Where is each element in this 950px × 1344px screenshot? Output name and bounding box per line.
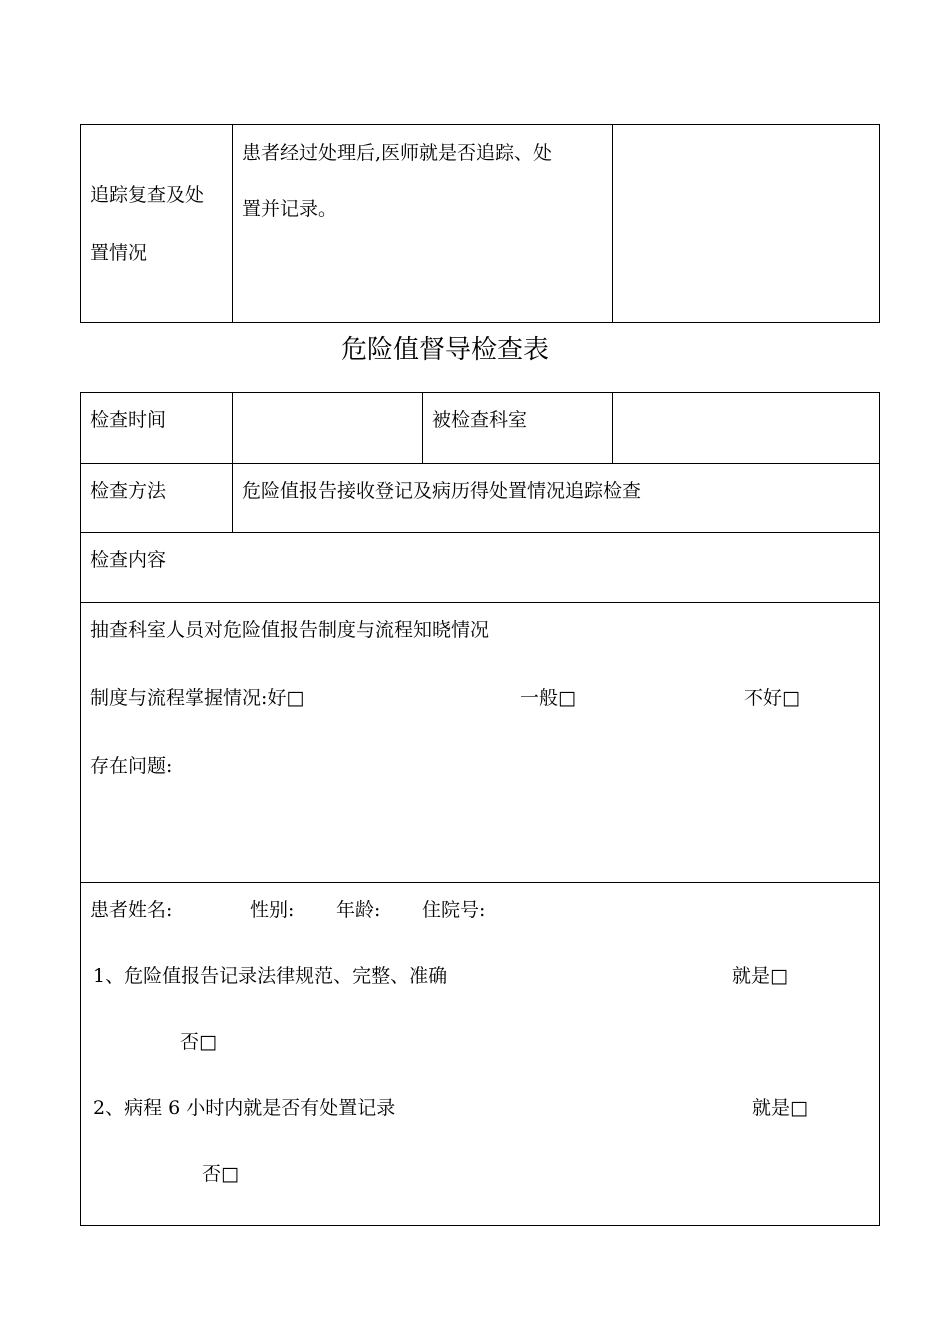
problems-line bbox=[90, 751, 870, 819]
method-label: 检查方法 bbox=[81, 464, 233, 533]
age-label: 年龄: bbox=[336, 899, 381, 921]
item1-no-line bbox=[90, 1027, 870, 1093]
content-label: 检查内容 bbox=[81, 533, 880, 603]
tracking-label-line2: 置情况 bbox=[90, 241, 148, 264]
method-value: 危险值报告接收登记及病历得处置情况追踪检查 bbox=[233, 464, 880, 533]
tracking-table bbox=[80, 124, 880, 323]
time-value-cell[interactable] bbox=[233, 393, 423, 464]
item2-no-option[interactable]: 否□ bbox=[202, 1163, 239, 1185]
patient-name-label: 患者姓名: bbox=[90, 899, 173, 921]
item2-text: 2、病程 6 小时内就是否有处置记录 bbox=[93, 1097, 396, 1119]
form-title: 危险值督导检查表 bbox=[340, 335, 549, 365]
dept-label: 被检查科室 bbox=[423, 393, 613, 464]
gender-label: 性别: bbox=[250, 899, 295, 921]
item2-line bbox=[90, 1093, 870, 1159]
dept-value-cell[interactable] bbox=[613, 393, 880, 464]
item1-line bbox=[90, 961, 870, 1027]
tracking-desc-line1: 患者经过处理后,医师就是否追踪、处 bbox=[242, 142, 553, 164]
tracking-label-cell bbox=[81, 125, 233, 323]
mastery-bad-option[interactable]: 不好□ bbox=[744, 687, 800, 709]
item1-yes-option[interactable]: 就是□ bbox=[732, 965, 788, 987]
patient-check-cell bbox=[81, 883, 880, 1226]
mastery-line bbox=[90, 683, 870, 751]
knowledge-intro-text: 抽查科室人员对危险值报告制度与流程知晓情况 bbox=[90, 619, 490, 641]
row-method bbox=[81, 464, 880, 533]
mastery-good-option[interactable]: 制度与流程掌握情况:好□ bbox=[90, 687, 305, 709]
mastery-general-option[interactable]: 一般□ bbox=[520, 687, 576, 709]
tracking-row bbox=[81, 125, 880, 323]
admission-number-label: 住院号: bbox=[422, 899, 486, 921]
row-time-dept bbox=[81, 393, 880, 464]
row-patient-check bbox=[81, 883, 880, 1226]
tracking-label-line1: 追踪复查及处 bbox=[90, 183, 205, 206]
knowledge-check-cell bbox=[81, 603, 880, 883]
problems-label: 存在问题: bbox=[90, 755, 173, 777]
item1-no-option[interactable]: 否□ bbox=[180, 1031, 217, 1053]
item2-no-line bbox=[90, 1159, 870, 1225]
patient-info-line bbox=[90, 895, 870, 961]
row-knowledge-check bbox=[81, 603, 880, 883]
knowledge-intro-line bbox=[90, 615, 870, 683]
row-content bbox=[81, 533, 880, 603]
tracking-desc-line2: 置并记录。 bbox=[242, 198, 338, 220]
time-label: 检查时间 bbox=[81, 393, 233, 464]
inspection-table bbox=[80, 392, 880, 1226]
tracking-value-cell[interactable] bbox=[613, 125, 880, 323]
item2-yes-option[interactable]: 就是□ bbox=[752, 1097, 808, 1119]
tracking-description-cell bbox=[233, 125, 613, 323]
item1-text: 1、危险值报告记录法律规范、完整、准确 bbox=[93, 965, 448, 987]
